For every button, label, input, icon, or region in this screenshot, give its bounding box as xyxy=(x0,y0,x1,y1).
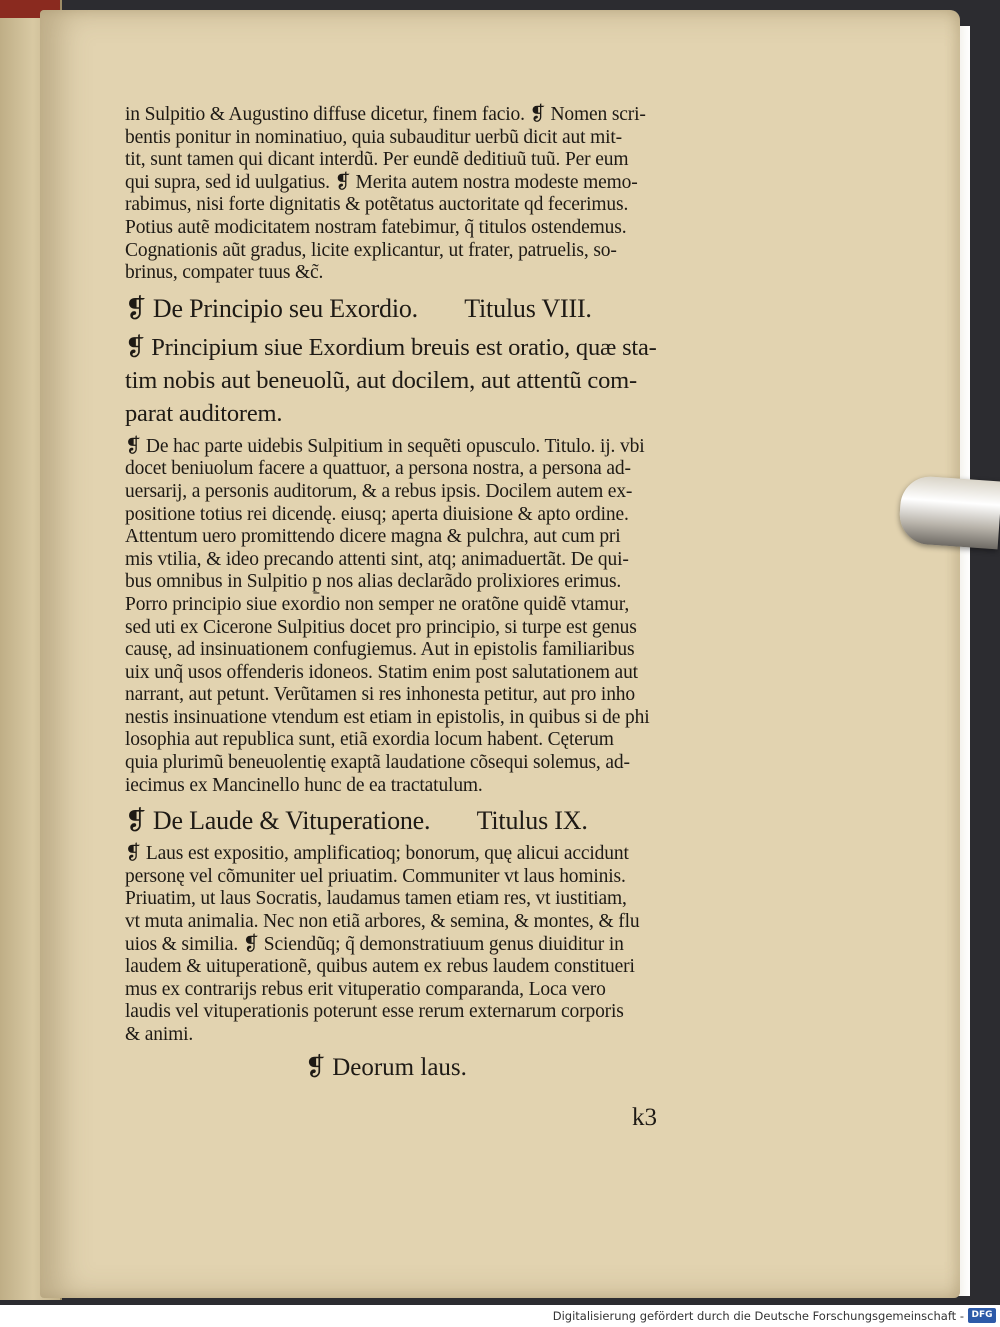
text-line: personę vel cõmuniter uel priuatim. Communiter vt laus hominis. xyxy=(125,865,626,887)
text-line: iecimus ex Mancinello hunc de ea tractatulum. xyxy=(125,774,483,796)
text-line: rabimus, nisi forte dignitatis & potẽtatus auctoritate qd fecerimus. xyxy=(125,194,629,216)
text-line: uersarij, a personis auditorum, & a rebus ipsis. Docilem autem ex- xyxy=(125,480,633,502)
heading-titulus-label: Titulus IX. xyxy=(476,806,588,836)
sub-heading-deorum-laus: ❡ Deorum laus. xyxy=(305,1053,467,1081)
paragraph-opening xyxy=(125,104,735,285)
footer-credit: Digitalisierung gefördert durch die Deutsche Forschungsgemeinschaft - xyxy=(552,1309,964,1323)
text-line: mus ex contrarijs rebus erit vituperatio comparanda, Loca vero xyxy=(125,978,606,1000)
text-line: tit, sunt tamen qui dicant interdũ. Per eundẽ deditiuũ tuũ. Per eum xyxy=(125,149,629,171)
heading-titulus-8 xyxy=(125,293,735,325)
text-line: quia plurimũ beneuolentię exaptã laudatione cõsequi solemus, ad- xyxy=(125,752,630,774)
text-line: causę, ad insinuationem confugiemus. Aut in epistolis familiaribus xyxy=(125,639,635,661)
text-line: positione totius rei dicendę. eiusq; aperta diuisione & apto ordine. xyxy=(125,503,629,525)
heading-text: ❡ De Principio seu Exordio. xyxy=(125,293,418,323)
text-line: docet beniuolum facere a quattuor, a persona nostra, a persona ad- xyxy=(125,458,631,480)
text-line: mis vtilia, & ideo precando attenti sint, atq; animaduertãt. De qui- xyxy=(125,548,629,570)
text-line: laudis vel vituperationis poterunt esse rerum externarum corporis xyxy=(125,1001,624,1023)
intro-line: tim nobis aut beneuolũ, aut docilem, aut attentũ com- xyxy=(125,366,637,394)
page-text xyxy=(125,104,735,1083)
heading-titulus-9 xyxy=(125,805,735,837)
text-line: Priuatim, ut laus Socratis, laudamus tamen etiam res, vt iustitiam, xyxy=(125,888,627,910)
paragraph-definition xyxy=(125,331,735,430)
text-line: laudem & uituperationẽ, quibus autem ex rebus laudem constitueri xyxy=(125,956,635,978)
text-line: Porro principio siue exordio non semper ne oratõne quidẽ vtamur, xyxy=(125,593,630,615)
paragraph-exordium xyxy=(125,436,735,798)
text-line: in Sulpitio & Augustino diffuse dicetur, finem facio. ❡ Nomen scri- xyxy=(125,104,646,125)
text-line: sed uti ex Cicerone Sulpitius docet pro principio, si turpe est genus xyxy=(125,616,637,638)
paragraph-laus xyxy=(125,843,735,1046)
heading-titulus-label: Titulus VIII. xyxy=(464,293,592,323)
intro-line: parat auditorem. xyxy=(125,399,283,427)
text-line: Cognationis aũt gradus, licite explicantur, ut frater, patruelis, so- xyxy=(125,239,617,261)
heading-text: ❡ De Laude & Vituperatione. xyxy=(125,806,431,836)
text-line: bus omnibus in Sulpitio p̱ nos alias declarãdo prolixiores erimus. xyxy=(125,571,622,593)
footer-bar xyxy=(0,1305,1000,1327)
intro-line: ❡ Principium siue Exordium breuis est oratio, quæ sta- xyxy=(125,333,657,361)
text-line: vt muta animalia. Nec non etiã arbores, & semina, & montes, & flu xyxy=(125,911,640,933)
text-line: & animi. xyxy=(125,1024,194,1045)
text-line: losophia aut republica sunt, etiã exordia locum habent. Cęterum xyxy=(125,729,614,751)
text-line: bentis ponitur in nominatiuo, quia subauditur uerbũ dicit aut mit- xyxy=(125,126,623,148)
text-line: brinus, compater tuus &c̃. xyxy=(125,262,324,284)
text-line: qui supra, sed id uulgatius. ❡ Merita autem nostra modeste memo- xyxy=(125,171,638,193)
text-line: Attentum uero promittendo dicere magna & pulchra, aut cum pri xyxy=(125,526,621,548)
text-line: uios & similia. ❡ Sciendũq; q̃ demonstratiuum genus diuiditur in xyxy=(125,933,624,955)
signature-mark: k3 xyxy=(632,1104,657,1131)
dfg-logo: DFG xyxy=(968,1308,996,1323)
text-line: narrant, aut petunt. Verũtamen si res inhonesta petitur, aut pro inho xyxy=(125,684,635,706)
page-clip xyxy=(898,475,1000,550)
text-line: ❡ Laus est expositio, amplificatioq; bonorum, quę alicui accidunt xyxy=(125,843,629,865)
text-line: uix unq̃ usos offenderis idoneos. Statim enim post salutationem aut xyxy=(125,661,638,683)
text-line: Potius autẽ modicitatem nostram fatebimur, q̃ titulos ostendemus. xyxy=(125,216,627,238)
text-line: nestis insinuatione vtendum est etiam in epistolis, in quibus si de phi xyxy=(125,706,650,728)
text-line: ❡ De hac parte uidebis Sulpitium in sequẽti opusculo. Titulo. ij. vbi xyxy=(125,435,645,457)
